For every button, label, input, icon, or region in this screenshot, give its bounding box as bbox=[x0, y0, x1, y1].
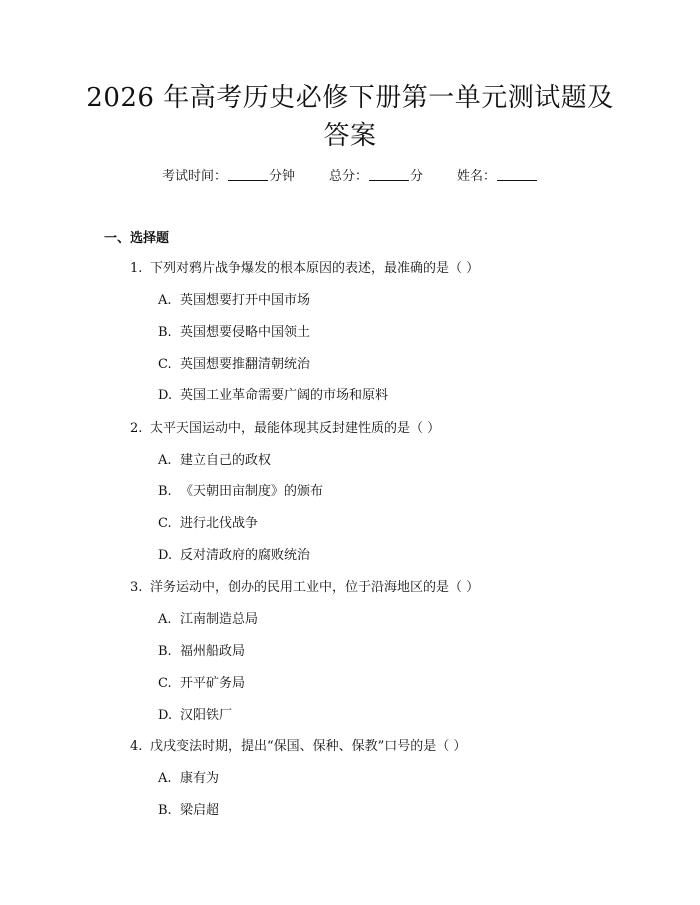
option-letter: A. bbox=[158, 612, 172, 627]
option-letter: D. bbox=[158, 548, 173, 563]
option-2b bbox=[158, 481, 323, 503]
option-2a bbox=[158, 450, 271, 472]
option-2d bbox=[158, 545, 310, 567]
option-text: 英国工业革命需要广阔的市场和原料 bbox=[180, 388, 389, 403]
option-text: 反对清政府的腐败统治 bbox=[180, 548, 311, 563]
option-text: 开平矿务局 bbox=[180, 676, 246, 691]
option-text: 汉阳铁厂 bbox=[180, 708, 233, 723]
option-text: 英国想要侵略中国领土 bbox=[180, 325, 311, 340]
question-number: 2. bbox=[130, 421, 143, 436]
option-1a bbox=[158, 290, 310, 312]
question-number: 1. bbox=[130, 261, 143, 276]
option-1c bbox=[158, 354, 310, 376]
document-title-line1: 2026 年高考历史必修下册第一单元测试题及 bbox=[86, 83, 614, 113]
question-number: 3. bbox=[130, 580, 143, 595]
section-title: 一、选择题 bbox=[104, 231, 170, 246]
name-label: 姓名： bbox=[457, 169, 497, 184]
option-text: 《天朝田亩制度》的颁布 bbox=[180, 484, 324, 499]
option-text: 江南制造总局 bbox=[180, 612, 259, 627]
option-letter: B. bbox=[158, 325, 172, 340]
option-3c bbox=[158, 673, 245, 695]
total-score-label: 总分： bbox=[328, 169, 368, 184]
option-text: 英国想要打开中国市场 bbox=[180, 293, 311, 308]
name-blank bbox=[497, 166, 537, 181]
option-4b bbox=[158, 800, 219, 822]
total-score-blank bbox=[369, 166, 409, 181]
option-letter: C. bbox=[158, 357, 172, 372]
option-text: 英国想要推翻清朝统治 bbox=[180, 357, 311, 372]
document-title-line2: 答案 bbox=[323, 121, 377, 151]
option-text: 进行北伐战争 bbox=[180, 516, 259, 531]
option-3a bbox=[158, 609, 258, 631]
question-text: 洋务运动中，创办的民用工业中，位于沿海地区的是（ ） bbox=[150, 580, 480, 595]
question-number: 4. bbox=[130, 739, 143, 754]
option-letter: B. bbox=[158, 644, 172, 659]
option-letter: A. bbox=[158, 771, 172, 786]
option-letter: B. bbox=[158, 803, 172, 818]
option-letter: C. bbox=[158, 516, 172, 531]
option-3b bbox=[158, 641, 245, 663]
exam-time-unit: 分钟 bbox=[268, 169, 295, 184]
exam-time-label: 考试时间： bbox=[161, 169, 227, 184]
option-letter: D. bbox=[158, 708, 173, 723]
option-letter: B. bbox=[158, 484, 172, 499]
question-2 bbox=[130, 418, 440, 440]
question-text: 下列对鸦片战争爆发的根本原因的表述，最准确的是（ ） bbox=[150, 261, 480, 276]
question-1 bbox=[130, 258, 479, 280]
option-text: 建立自己的政权 bbox=[180, 453, 272, 468]
option-letter: A. bbox=[158, 453, 172, 468]
option-2c bbox=[158, 513, 258, 535]
question-3 bbox=[130, 577, 479, 599]
exam-info-line bbox=[0, 166, 700, 188]
exam-time-blank bbox=[228, 166, 268, 181]
option-3d bbox=[158, 705, 232, 727]
option-text: 福州船政局 bbox=[180, 644, 246, 659]
option-text: 梁启超 bbox=[180, 803, 220, 818]
option-letter: A. bbox=[158, 293, 172, 308]
option-4a bbox=[158, 768, 219, 790]
option-1b bbox=[158, 322, 310, 344]
question-text: 戊戌变法时期，提出“保国、保种、保教”口号的是（ ） bbox=[150, 739, 467, 754]
option-1d bbox=[158, 385, 388, 407]
option-letter: C. bbox=[158, 676, 172, 691]
option-letter: D. bbox=[158, 388, 173, 403]
question-text: 太平天国运动中，最能体现其反封建性质的是（ ） bbox=[150, 421, 441, 436]
question-4 bbox=[130, 736, 466, 758]
total-score-unit: 分 bbox=[410, 169, 424, 184]
option-text: 康有为 bbox=[180, 771, 220, 786]
